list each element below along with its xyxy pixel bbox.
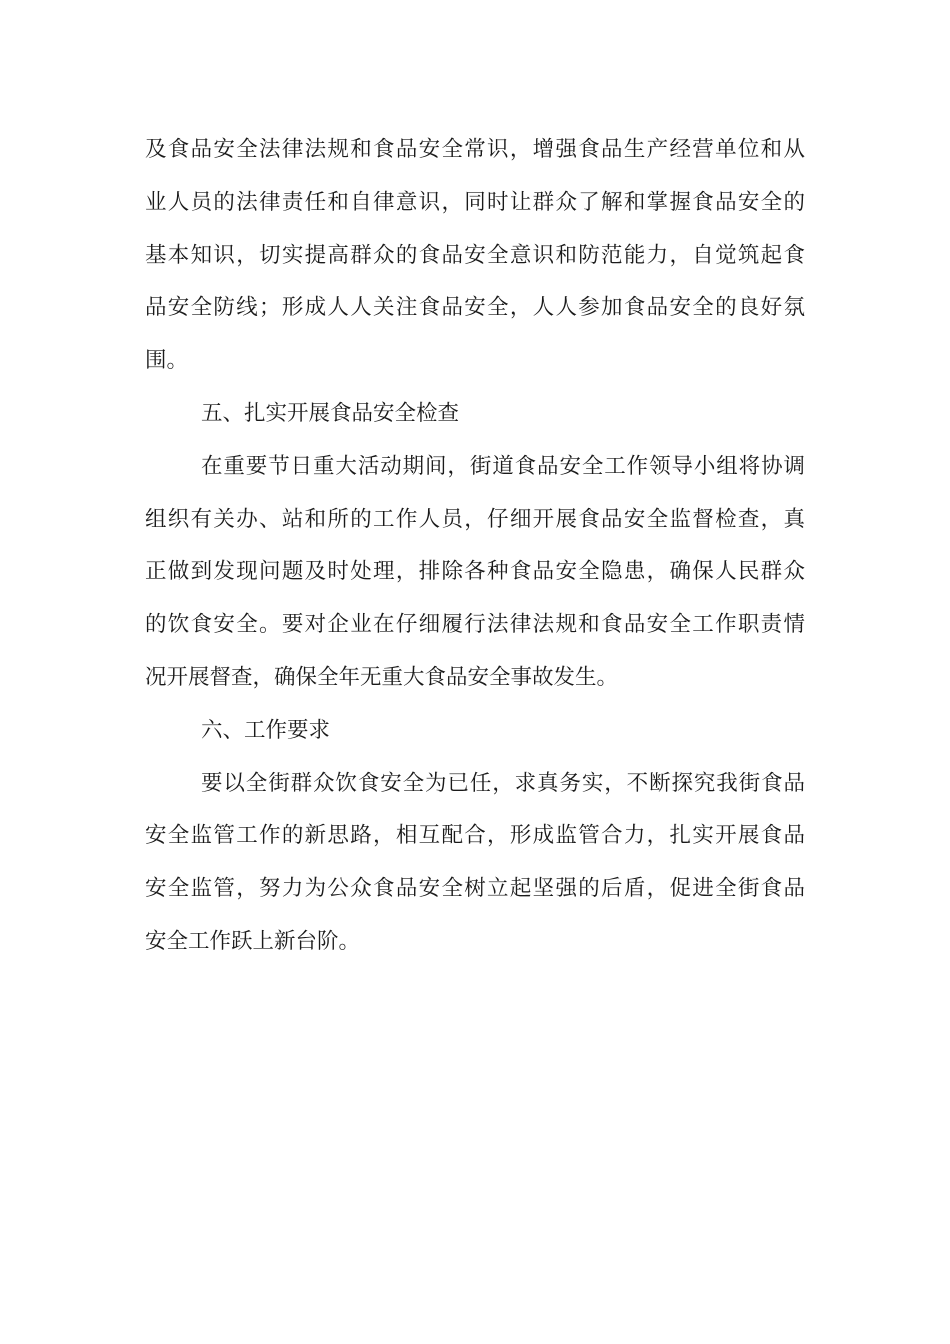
text-line: 安全监管，努力为公众食品安全树立起坚强的后盾，促进全街食品 bbox=[145, 876, 805, 902]
text-line: 在重要节日重大活动期间，街道食品安全工作领导小组将协调 bbox=[201, 453, 805, 479]
document-body bbox=[145, 124, 805, 969]
text-line: 的饮食安全。要对企业在仔细履行法律法规和食品安全工作职责情 bbox=[145, 612, 805, 638]
text-line: 品安全防线；形成人人关注食品安全，人人参加食品安全的良好氛 bbox=[145, 295, 805, 321]
text-line: 业人员的法律责任和自律意识，同时让群众了解和掌握食品安全的 bbox=[145, 189, 805, 215]
text-line: 及食品安全法律法规和食品安全常识，增强食品生产经营单位和从 bbox=[145, 137, 805, 162]
section-heading-6: 六、工作要求 bbox=[201, 717, 331, 743]
text-line: 要以全街群众饮食安全为已任，求真务实，不断探究我街食品 bbox=[201, 770, 805, 796]
paragraph-requirements bbox=[145, 758, 805, 969]
text-line: 正做到发现问题及时处理，排除各种食品安全隐患，确保人民群众 bbox=[145, 559, 805, 585]
paragraph-inspection bbox=[145, 441, 805, 705]
text-line: 基本知识，切实提高群众的食品安全意识和防范能力，自觉筑起食 bbox=[145, 242, 805, 268]
text-line: 围。 bbox=[145, 348, 189, 374]
paragraph-continuation bbox=[145, 124, 805, 388]
text-line: 安全监管工作的新思路，相互配合，形成监管合力，扎实开展食品 bbox=[145, 823, 805, 849]
section-heading-5: 五、扎实开展食品安全检查 bbox=[201, 400, 460, 426]
text-line: 安全工作跃上新台阶。 bbox=[145, 928, 361, 954]
text-line: 况开展督查，确保全年无重大食品安全事故发生。 bbox=[145, 664, 619, 690]
text-line: 组织有关办、站和所的工作人员，仔细开展食品安全监督检查，真 bbox=[145, 506, 805, 532]
